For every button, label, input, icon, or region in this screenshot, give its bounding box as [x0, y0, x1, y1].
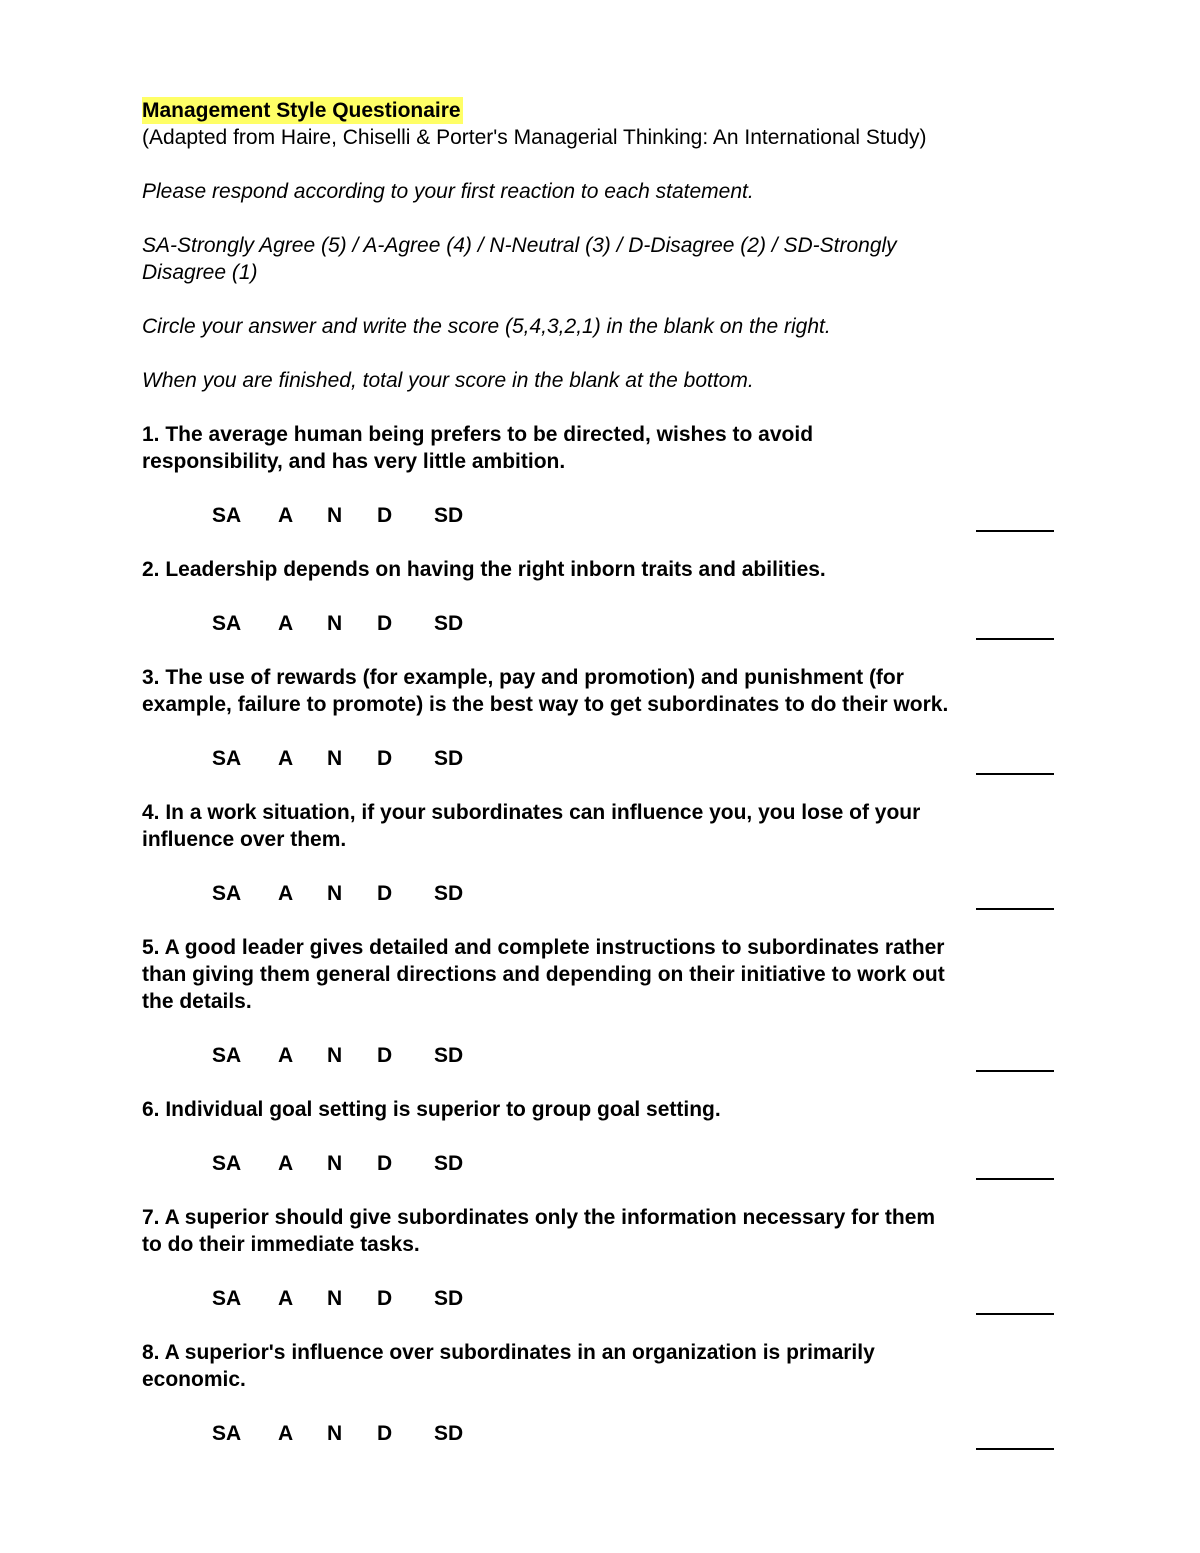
answer-choices-row	[142, 610, 1057, 637]
score-blank[interactable]	[976, 1423, 1054, 1450]
choice-strongly-disagree[interactable]: SD	[434, 1044, 464, 1067]
question-text-line: influence over them.	[142, 828, 347, 851]
choice-strongly-agree[interactable]: SA	[212, 1422, 242, 1445]
score-blank[interactable]	[976, 613, 1054, 640]
choice-strongly-disagree[interactable]: SD	[434, 504, 464, 527]
question-text-line: 6. Individual goal setting is superior to group goal setting.	[142, 1098, 721, 1121]
question-text-line: economic.	[142, 1368, 246, 1391]
choice-strongly-disagree[interactable]: SD	[434, 1152, 464, 1175]
choice-neutral[interactable]: N	[327, 504, 343, 527]
choice-strongly-agree[interactable]: SA	[212, 747, 242, 770]
score-blank[interactable]	[976, 505, 1054, 532]
choice-disagree[interactable]: D	[377, 747, 393, 770]
choice-neutral[interactable]: N	[327, 1287, 343, 1310]
question-text-line: responsibility, and has very little ambition.	[142, 450, 566, 473]
choice-strongly-disagree[interactable]: SD	[434, 1422, 464, 1445]
question-item	[142, 934, 1057, 1069]
choice-agree[interactable]: A	[278, 882, 294, 905]
choice-disagree[interactable]: D	[377, 1287, 393, 1310]
choice-disagree[interactable]: D	[377, 1422, 393, 1445]
question-item	[142, 1096, 1057, 1177]
question-text-line: 1. The average human being prefers to be directed, wishes to avoid	[142, 423, 814, 446]
choice-agree[interactable]: A	[278, 747, 294, 770]
question-item	[142, 556, 1057, 637]
instruction-scale-line-2: Disagree (1)	[142, 261, 258, 284]
question-text-line: than giving them general directions and depending on their initiative to work out	[142, 963, 945, 986]
choice-agree[interactable]: A	[278, 1422, 294, 1445]
choice-agree[interactable]: A	[278, 504, 294, 527]
question-text-line: 8. A superior's influence over subordinates in an organization is primarily	[142, 1341, 875, 1364]
choice-disagree[interactable]: D	[377, 504, 393, 527]
score-blank[interactable]	[976, 748, 1054, 775]
choice-neutral[interactable]: N	[327, 612, 343, 635]
question-text-line: to do their immediate tasks.	[142, 1233, 420, 1256]
score-blank[interactable]	[976, 1153, 1054, 1180]
question-item	[142, 799, 1057, 907]
score-blank[interactable]	[976, 883, 1054, 910]
choice-strongly-agree[interactable]: SA	[212, 1287, 242, 1310]
choice-disagree[interactable]: D	[377, 1152, 393, 1175]
answer-choices-row	[142, 1042, 1057, 1069]
question-text-line: 2. Leadership depends on having the right inborn traits and abilities.	[142, 558, 826, 581]
choice-agree[interactable]: A	[278, 1044, 294, 1067]
choice-neutral[interactable]: N	[327, 882, 343, 905]
choice-agree[interactable]: A	[278, 1287, 294, 1310]
answer-choices-row	[142, 1420, 1057, 1447]
choice-agree[interactable]: A	[278, 1152, 294, 1175]
instruction-total: When you are finished, total your score in the blank at the bottom.	[142, 369, 754, 392]
answer-choices-row	[142, 880, 1057, 907]
choice-neutral[interactable]: N	[327, 1044, 343, 1067]
answer-choices-row	[142, 1150, 1057, 1177]
instruction-scale-line-1: SA-Strongly Agree (5) / A-Agree (4) / N-Neutral (3) / D-Disagree (2) / SD-Strongly	[142, 234, 897, 257]
choice-agree[interactable]: A	[278, 612, 294, 635]
choice-strongly-agree[interactable]: SA	[212, 504, 242, 527]
choice-disagree[interactable]: D	[377, 882, 393, 905]
score-blank[interactable]	[976, 1045, 1054, 1072]
choice-neutral[interactable]: N	[327, 1152, 343, 1175]
document-subtitle: (Adapted from Haire, Chiselli & Porter's Managerial Thinking: An International Study)	[142, 126, 927, 149]
choice-strongly-disagree[interactable]: SD	[434, 612, 464, 635]
question-text-line: the details.	[142, 990, 252, 1013]
instruction-respond: Please respond according to your first reaction to each statement.	[142, 180, 754, 203]
choice-strongly-agree[interactable]: SA	[212, 612, 242, 635]
choice-strongly-disagree[interactable]: SD	[434, 882, 464, 905]
choice-neutral[interactable]: N	[327, 1422, 343, 1445]
choice-strongly-agree[interactable]: SA	[212, 882, 242, 905]
question-item	[142, 1339, 1057, 1447]
question-item	[142, 421, 1057, 529]
choice-disagree[interactable]: D	[377, 1044, 393, 1067]
question-text-line: 7. A superior should give subordinates only the information necessary for them	[142, 1206, 936, 1229]
choice-disagree[interactable]: D	[377, 612, 393, 635]
question-text-line: example, failure to promote) is the best way to get subordinates to do their work.	[142, 693, 949, 716]
instruction-circle: Circle your answer and write the score (5,4,3,2,1) in the blank on the right.	[142, 315, 831, 338]
answer-choices-row	[142, 745, 1057, 772]
question-text-line: 4. In a work situation, if your subordinates can influence you, you lose of your	[142, 801, 921, 824]
question-item	[142, 664, 1057, 772]
choice-strongly-disagree[interactable]: SD	[434, 1287, 464, 1310]
choice-strongly-agree[interactable]: SA	[212, 1152, 242, 1175]
document-page	[142, 97, 1057, 1474]
choice-strongly-agree[interactable]: SA	[212, 1044, 242, 1067]
choice-strongly-disagree[interactable]: SD	[434, 747, 464, 770]
answer-choices-row	[142, 502, 1057, 529]
answer-choices-row	[142, 1285, 1057, 1312]
question-list	[142, 421, 1057, 1447]
document-title: Management Style Questionaire	[142, 99, 461, 122]
question-item	[142, 1204, 1057, 1312]
question-text-line: 5. A good leader gives detailed and complete instructions to subordinates rather	[142, 936, 945, 959]
score-blank[interactable]	[976, 1288, 1054, 1315]
choice-neutral[interactable]: N	[327, 747, 343, 770]
question-text-line: 3. The use of rewards (for example, pay and promotion) and punishment (for	[142, 666, 904, 689]
